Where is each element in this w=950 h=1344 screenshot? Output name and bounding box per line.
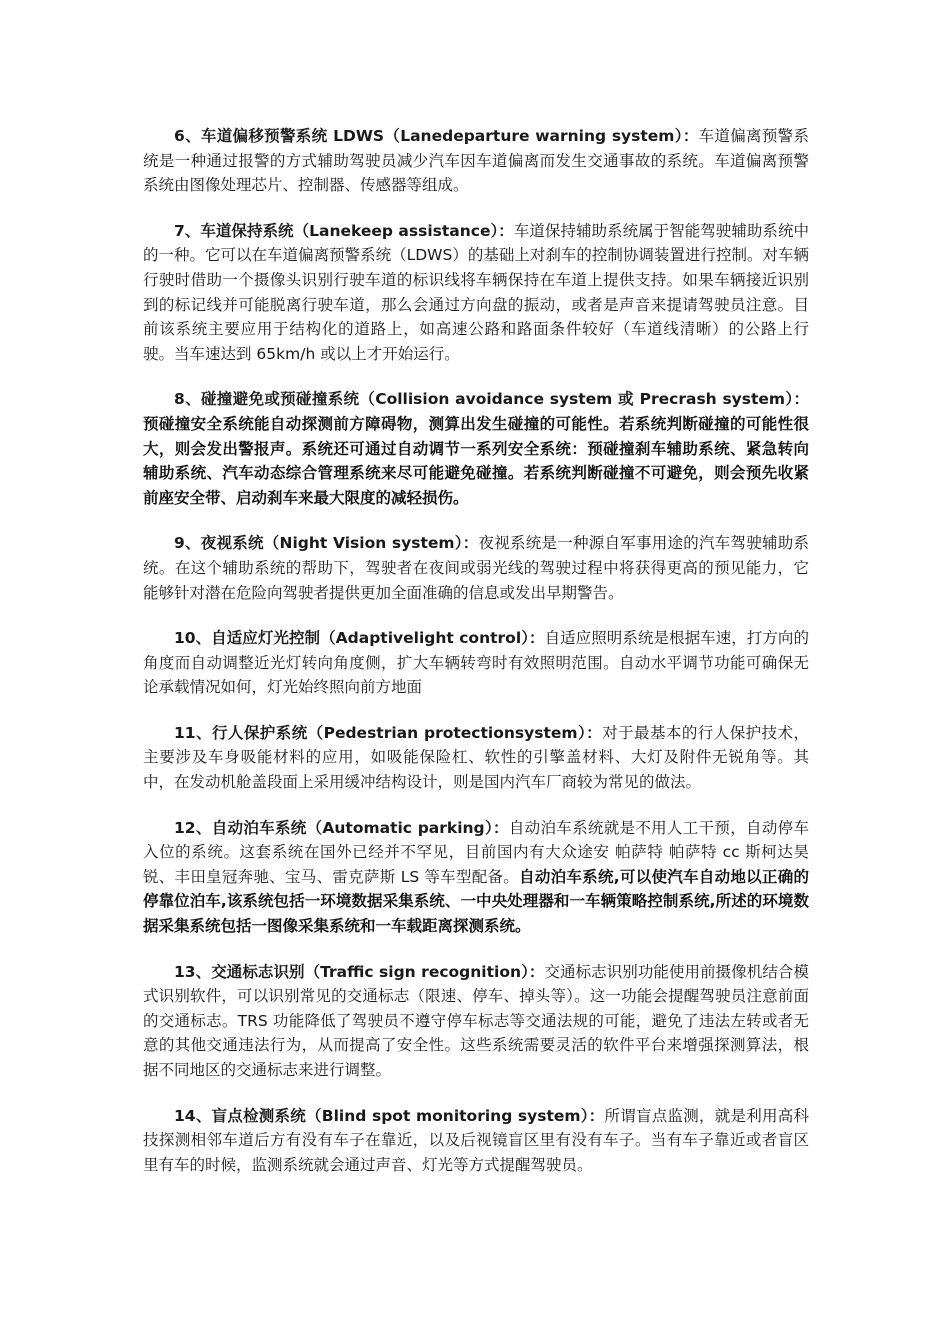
paragraph-body: 自动泊车系统就是不用人工干预，自动停车入位的系统。这套系统在国外已经并不罕见，目前国内有大众途安 帕萨特 帕萨特 cc 斯柯达昊锐、丰田皇冠奔驰、宝马、雷克萨斯 LS 等车型配备。	[143, 818, 809, 886]
paragraph-body: 车道偏离预警系统是一种通过报警的方式辅助驾驶员减少汽车因车道偏离而发生交通事故的系统。车道偏离预警系统由图像处理芯片、控制器、传感器等组成。	[143, 127, 809, 195]
paragraph-traffic-sign	[143, 960, 809, 1083]
paragraph-heading: 11、行人保护系统（Pedestrian protectionsystem）：	[174, 723, 603, 742]
paragraph-heading: 13、交通标志识别（Traffic sign recognition）：	[174, 962, 545, 981]
paragraph-adaptive-light	[143, 626, 809, 700]
paragraph-emphasis: 自动泊车系统,可以使汽车自动地以正确的停靠位泊车,该系统包括一环境数据采集系统、一中央处理器和一车辆策略控制系统,所述的环境数据采集系统包括一图像采集系统和一车载距离探测系统。	[143, 867, 809, 936]
paragraph-ldws	[143, 124, 809, 198]
paragraph-body: 车道保持辅助系统属于智能驾驶辅助系统中的一种。它可以在车道偏离预警系统（LDWS）的基础上对刹车的控制协调装置进行控制。对车辆行驶时借助一个摄像头识别行驶车道的标识线将车辆保持在车道上提供支持。如果车辆接近识别到的标记线并可能脱离行驶车道，那么会通过方向盘的振动，或者是声音来提请驾驶员注意。目前该系统主要应用于结构化的道路上，如高速公路和路面条件较好（车道线清晰）的公路上行驶。当车速达到 65km/h 或以上才开始运行。	[143, 221, 809, 363]
paragraph-heading: 14、盲点检测系统（Blind spot monitoring system）：	[174, 1106, 605, 1125]
paragraph-lane-keep	[143, 219, 809, 367]
paragraph-night-vision	[143, 531, 809, 605]
paragraph-collision-avoidance	[143, 387, 809, 510]
paragraph-body: 交通标志识别功能使用前摄像机结合模式识别软件，可以识别常见的交通标志（限速、停车、掉头等）。这一功能会提醒驾驶员注意前面的交通标志。TRS 功能降低了驾驶员不遵守停车标志等交通法规的可能，避免了违法左转或者无意的其他交通违法行为，从而提高了安全性。这些系统需要灵活的软件平台来增强探测算法，根据不同地区的交通标志来进行调整。	[143, 962, 809, 1079]
paragraph-body: 自适应照明系统是根据车速，打方向的角度而自动调整近光灯转向角度侧，扩大车辆转弯时有效照明范围。自动水平调节功能可确保无论承载情况如何，灯光始终照向前方地面	[143, 629, 809, 697]
paragraph-body: 预碰撞安全系统能自动探测前方障碍物，测算出发生碰撞的可能性。若系统判断碰撞的可能性很大，则会发出警报声。系统还可通过自动调节一系列安全系统：预碰撞刹车辅助系统、紧急转向辅助系统、汽车动态综合管理系统来尽可能避免碰撞。若系统判断碰撞不可避免，则会预先收紧前座安全带、启动刹车来最大限度的减轻损伤。	[143, 414, 809, 507]
paragraph-heading: 10、自适应灯光控制（Adaptivelight control）：	[174, 629, 545, 648]
paragraph-automatic-parking	[143, 816, 809, 939]
paragraph-body: 所谓盲点监测，就是利用高科技探测相邻车道后方有没有车子在靠近，以及后视镜盲区里有没有车子。当有车子靠近或者盲区里有车的时候，监测系统就会通过声音、灯光等方式提醒驾驶员。	[143, 1106, 809, 1174]
paragraph-heading: 6、车道偏移预警系统 LDWS（Lanedeparture warning system）：	[174, 127, 699, 145]
paragraph-heading: 12、自动泊车系统（Automatic parking）：	[174, 818, 509, 837]
document-page	[143, 124, 809, 1198]
paragraph-heading: 7、车道保持系统（Lanekeep assistance）：	[174, 221, 514, 240]
paragraph-body: 夜视系统是一种源自军事用途的汽车驾驶辅助系统。在这个辅助系统的帮助下，驾驶者在夜间或弱光线的驾驶过程中将获得更高的预见能力，它能够针对潜在危险向驾驶者提供更加全面准确的信息或发出早期警告。	[143, 534, 809, 602]
paragraph-heading: 9、夜视系统（Night Vision system）：	[174, 534, 479, 553]
paragraph-blind-spot	[143, 1104, 809, 1178]
paragraph-body: 对于最基本的行人保护技术，主要涉及车身吸能材料的应用，如吸能保险杠、软性的引擎盖材料、大灯及附件无锐角等。其中，在发动机舱盖段面上采用缓冲结构设计，则是国内汽车厂商较为常见的做法。	[143, 723, 809, 792]
paragraph-pedestrian-protection	[143, 721, 809, 795]
paragraph-heading: 8、碰撞避免或预碰撞系统（Collision avoidance system 或 Precrash system）：	[174, 390, 809, 409]
